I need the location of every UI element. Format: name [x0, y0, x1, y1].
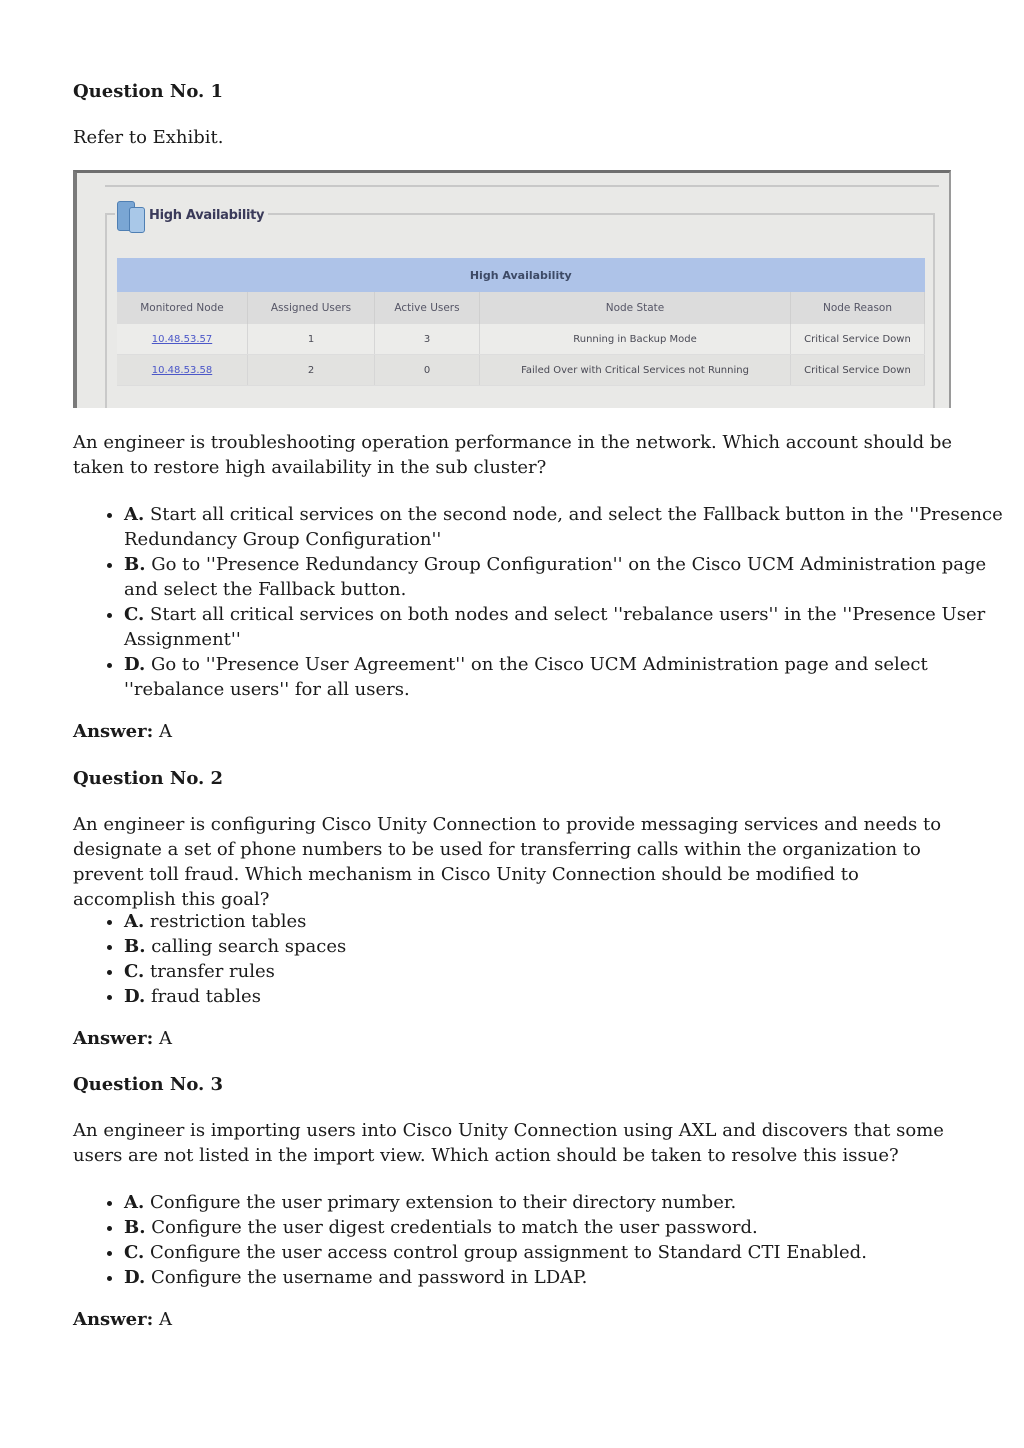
- option-key: D.: [124, 986, 146, 1007]
- option-text: Configure the username and password in LDAP.: [150, 1267, 588, 1288]
- option-key: D.: [124, 654, 146, 675]
- node-cell[interactable]: [117, 324, 248, 355]
- option-d: [124, 1265, 1024, 1290]
- answer-label: Answer:: [73, 1309, 154, 1330]
- question-2-options: [73, 909, 1024, 1009]
- table-row: [117, 324, 925, 355]
- answer-value: A: [159, 721, 172, 742]
- high-availability-table: [117, 258, 925, 386]
- option-key: C.: [124, 1242, 145, 1263]
- active-users-cell: 3: [375, 324, 480, 355]
- assigned-users-cell: 2: [248, 355, 375, 386]
- answer-label: Answer:: [73, 721, 154, 742]
- question-3-title: Question No. 3: [73, 1074, 224, 1095]
- node-reason-cell: Critical Service Down: [791, 355, 925, 386]
- exhibit-legend-label: High Availability: [149, 207, 265, 223]
- col-monitored-node: Monitored Node: [117, 292, 248, 324]
- refer-to-exhibit: Refer to Exhibit.: [73, 127, 224, 148]
- question-3-options: [73, 1190, 1024, 1290]
- question-2-answer: [73, 1026, 953, 1051]
- option-key: A.: [124, 911, 145, 932]
- option-text: restriction tables: [149, 911, 307, 932]
- question-2-text: An engineer is configuring Cisco Unity Connection to provide messaging services and needs to designate a set of phone numbers to be used for transferring calls within the organization to prevent toll fraud. Which mechanism in Cisco Unity Connection should be modified to accomplish this goal?: [73, 814, 942, 910]
- option-b: [124, 934, 1024, 959]
- node-cell[interactable]: [117, 355, 248, 386]
- node-state-cell: Running in Backup Mode: [480, 324, 791, 355]
- option-text: Go to ''Presence Redundancy Group Configuration'' on the Cisco UCM Administration page and select the Fallback button.: [124, 554, 987, 600]
- question-3-text: An engineer is importing users into Cisco Unity Connection using AXL and discovers that some users are not listed in the import view. Which action should be taken to resolve this issue?: [73, 1120, 944, 1166]
- option-b: [124, 1215, 1024, 1240]
- option-text: Go to ''Presence User Agreement'' on the Cisco UCM Administration page and select ''rebalance users'' for all users.: [124, 654, 928, 700]
- node-link[interactable]: 10.48.53.57: [151, 333, 213, 345]
- option-text: Configure the user access control group assignment to Standard CTI Enabled.: [150, 1242, 867, 1263]
- option-key: A.: [124, 1192, 145, 1213]
- option-c: [124, 602, 1024, 652]
- assigned-users-cell: 1: [248, 324, 375, 355]
- col-node-state: Node State: [480, 292, 791, 324]
- answer-value: A: [159, 1309, 172, 1330]
- option-text: Start all critical services on the second node, and select the Fallback button in the ''Presence Redundancy Group Configuration'': [124, 504, 1003, 550]
- option-key: B.: [124, 554, 146, 575]
- question-1-text: An engineer is troubleshooting operation performance in the network. Which account should be taken to restore high availability in the sub cluster?: [73, 432, 953, 478]
- node-link[interactable]: 10.48.53.58: [151, 364, 213, 376]
- option-text: Configure the user primary extension to their directory number.: [149, 1192, 737, 1213]
- answer-value: A: [159, 1028, 172, 1049]
- option-text: Configure the user digest credentials to match the user password.: [151, 1217, 758, 1238]
- option-key: B.: [124, 1217, 146, 1238]
- exhibit-legend: [115, 197, 268, 233]
- option-key: A.: [124, 504, 145, 525]
- node-reason-cell: Critical Service Down: [791, 324, 925, 355]
- answer-label: Answer:: [73, 1028, 154, 1049]
- question-1-answer: [73, 719, 953, 744]
- option-d: [124, 652, 1024, 702]
- col-assigned-users: Assigned Users: [248, 292, 375, 324]
- question-1-title: Question No. 1: [73, 81, 224, 102]
- option-text: calling search spaces: [151, 936, 347, 957]
- option-d: [124, 984, 1024, 1009]
- option-text: fraud tables: [150, 986, 261, 1007]
- option-b: [124, 552, 1024, 602]
- node-state-cell: Failed Over with Critical Services not Running: [480, 355, 791, 386]
- question-1-options: [73, 502, 1024, 702]
- exhibit-divider: [105, 185, 939, 187]
- option-c: [124, 1240, 1024, 1265]
- option-a: [124, 502, 1024, 552]
- option-key: B.: [124, 936, 146, 957]
- exhibit-screenshot: [73, 170, 951, 408]
- col-node-reason: Node Reason: [791, 292, 925, 324]
- option-a: [124, 1190, 1024, 1215]
- question-2-title: Question No. 2: [73, 768, 224, 789]
- active-users-cell: 0: [375, 355, 480, 386]
- question-3-answer: [73, 1307, 953, 1332]
- col-active-users: Active Users: [375, 292, 480, 324]
- option-key: D.: [124, 1267, 146, 1288]
- option-a: [124, 909, 1024, 934]
- table-row: [117, 355, 925, 386]
- option-key: C.: [124, 604, 145, 625]
- option-text: transfer rules: [150, 961, 275, 982]
- server-cluster-icon: [115, 197, 145, 233]
- option-key: C.: [124, 961, 145, 982]
- table-caption: High Availability: [117, 258, 925, 292]
- option-c: [124, 959, 1024, 984]
- option-text: Start all critical services on both nodes and select ''rebalance users'' in the ''Presence User Assignment'': [124, 604, 986, 650]
